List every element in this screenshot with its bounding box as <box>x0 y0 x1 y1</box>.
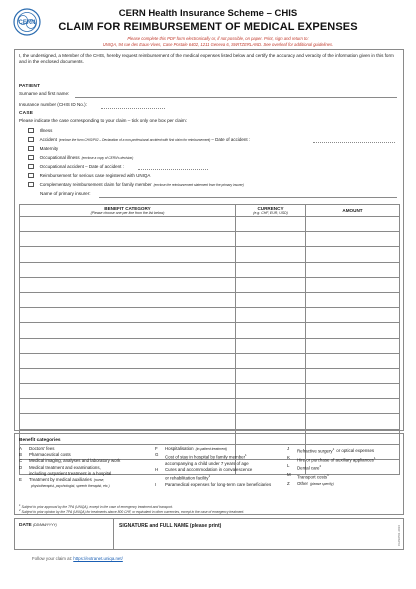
benefit-category-cell[interactable] <box>20 384 236 399</box>
case-option-label: Occupational illness <box>39 155 80 160</box>
table-header-row <box>20 205 400 217</box>
benefit-category-key: I <box>155 481 157 487</box>
benefit-category-cell[interactable] <box>20 323 236 338</box>
benefit-category-label: accompanying a child under 7 years of age <box>165 460 249 466</box>
currency-cell[interactable] <box>236 338 306 353</box>
benefit-category-cell[interactable] <box>20 292 236 307</box>
date-format-hint: (DD/MM/YYYY) <box>33 523 57 527</box>
benefit-category-label: Doctors' fees <box>29 446 55 451</box>
benefit-category-label: or rehabilitation facility <box>165 475 209 481</box>
checkbox-complementary[interactable] <box>28 182 34 188</box>
table-row <box>20 338 400 353</box>
benefit-category-label: Other <box>297 480 308 486</box>
benefit-category-cell[interactable] <box>20 232 236 247</box>
primary-insurer-label: Name of primary insurer: <box>40 191 91 196</box>
amount-cell[interactable] <box>306 338 400 353</box>
amount-cell[interactable] <box>306 277 400 292</box>
benefit-categories-column-3 <box>287 446 403 487</box>
currency-cell[interactable] <box>236 353 306 368</box>
benefit-category-cell[interactable] <box>20 338 236 353</box>
checkbox-serious-case[interactable] <box>28 173 34 179</box>
benefit-category-note: (in-patient treatment) <box>195 447 228 451</box>
benefit-category-item <box>155 473 285 482</box>
benefit-category-key: A <box>19 446 22 451</box>
date-label-text: DATE <box>19 523 32 528</box>
amount-cell[interactable] <box>306 217 400 232</box>
case-instruction: Please indicate the case corresponding to your claim – tick only one box per claim: <box>19 118 188 123</box>
benefit-category-key: E <box>19 477 22 483</box>
benefit-categories-box <box>14 433 404 515</box>
benefit-category-cell[interactable] <box>20 414 236 429</box>
case-option-accident[interactable] <box>28 136 250 143</box>
benefit-category-key: C <box>19 458 23 464</box>
insurance-number-label: Insurance number (CHIS ID No.): <box>19 102 87 107</box>
benefit-category-label: Hire or purchase of auxiliary appliances <box>297 457 374 463</box>
date-label <box>19 523 57 528</box>
currency-cell[interactable] <box>236 247 306 262</box>
benefit-category-title: BENEFIT CATEGORY <box>104 205 151 211</box>
benefit-category-key: B <box>19 452 22 458</box>
case-option-maternity[interactable] <box>28 145 58 152</box>
accident-date-label: – Date of accident : <box>211 137 251 142</box>
case-option-label: Illness <box>39 128 53 133</box>
case-option-label: Reimbursement for serious case registered with UNIQA <box>39 173 151 178</box>
signature-label: SIGNATURE and FULL NAME (please print) <box>119 523 222 529</box>
footnote-1: $^1$ Subject to prior approval by the TPA (UNIQA), except in the case of emergency treatment and transport. <box>19 504 173 510</box>
benefit-category-key <box>155 473 165 482</box>
accident-date-field[interactable] <box>313 142 395 143</box>
benefit-category-label: Treatment by medical auxiliaries <box>29 477 92 483</box>
benefit-category-text <box>29 483 110 489</box>
amount-cell[interactable] <box>306 414 400 429</box>
benefit-category-cell[interactable] <box>20 277 236 292</box>
benefit-category-label: Medical treatment and examinations, <box>29 464 101 470</box>
benefit-category-key <box>19 483 29 489</box>
amount-cell[interactable] <box>306 399 400 414</box>
benefit-category-label: Paramedical expenses for long-term care beneficiaries <box>165 481 272 487</box>
benefit-category-cell[interactable] <box>20 217 236 232</box>
instructions-line-2: UNIQA, 94 rue des Eaux-Vives, Case Postale 6402, 1211 Geneva 6, SWITZERLAND. See overleaf for additional guidelines. <box>102 41 334 47</box>
benefit-category-text <box>297 463 321 472</box>
case-option-note: (enclose a copy of CERN's decision) <box>81 155 134 160</box>
case-option-occupational-illness[interactable] <box>28 154 133 161</box>
amount-cell[interactable] <box>306 262 400 277</box>
declaration-text: I, the undersigned, a Member of the CHIS, hereby request reimbursement of the medical expenses listed below and certify the accuracy and veracity of the information given in this form and in the enclosed documents. <box>19 53 394 65</box>
currency-subtitle: (e.g. CHF, EUR, USD) <box>253 210 288 215</box>
benefit-category-item <box>287 463 403 472</box>
benefit-category-key: Z <box>287 480 290 486</box>
benefit-category-subtitle: (Please choose one per line from the list below) <box>90 210 165 215</box>
benefit-category-key: D <box>19 464 23 470</box>
primary-insurer-field[interactable] <box>99 197 397 198</box>
currency-cell[interactable] <box>236 323 306 338</box>
benefit-category-note: physiotherapist, psychologist, speech therapist, etc.) <box>31 484 110 489</box>
currency-cell[interactable] <box>236 414 306 429</box>
currency-cell[interactable] <box>236 217 306 232</box>
benefit-category-text <box>297 455 376 464</box>
claim-form-main <box>14 49 404 431</box>
case-option-note: (enclose the form CHIS/P02 – Declaration of a non-professional accident with first claim for reimbursement) <box>58 137 211 142</box>
benefit-category-cell[interactable] <box>20 308 236 323</box>
benefit-category-label: Refractive surgery <box>297 448 333 454</box>
benefit-category-text <box>165 452 247 461</box>
benefit-category-cell[interactable] <box>20 247 236 262</box>
table-row <box>20 323 400 338</box>
benefit-category-key: M <box>287 472 291 478</box>
amount-cell[interactable] <box>306 323 400 338</box>
benefit-category-text <box>165 473 210 482</box>
checkbox-maternity[interactable] <box>28 146 34 152</box>
benefit-category-item <box>155 482 285 488</box>
benefit-category-item <box>287 472 403 481</box>
signature-box <box>14 518 404 550</box>
benefit-category-label: Cures and accommodation in convalescence <box>165 467 253 473</box>
benefit-category-key: H <box>155 467 159 473</box>
org-title: CERN Health Insurance Scheme – CHIS <box>118 8 298 19</box>
benefit-categories-heading: Benefit categories <box>19 438 61 443</box>
footnote-2-text: Subject to prior opinion by the TPA (UNIQA) for treatments above 800 CHF, or equivalent in other currencies, except in the case of emergency treatment. <box>21 510 245 515</box>
benefit-category-item <box>155 452 285 461</box>
currency-cell[interactable] <box>236 368 306 383</box>
svg-text:CERN: CERN <box>18 20 36 26</box>
patient-name-field[interactable] <box>75 97 397 98</box>
benefit-category-key: K <box>287 454 290 460</box>
case-option-illness[interactable] <box>28 127 52 134</box>
benefit-category-label: including outpatient treatment in a hospital <box>29 470 112 476</box>
benefit-category-text <box>297 472 329 481</box>
benefit-category-header <box>20 205 236 217</box>
benefit-category-label: Dental care <box>297 465 320 471</box>
currency-cell[interactable] <box>236 384 306 399</box>
table-row <box>20 247 400 262</box>
currency-cell[interactable] <box>236 308 306 323</box>
benefit-categories-column-2 <box>155 446 285 488</box>
benefit-category-item <box>287 455 403 464</box>
checkbox-occupational-illness[interactable] <box>28 155 34 161</box>
benefit-category-label-continued: or optical expenses <box>336 448 375 454</box>
table-row <box>20 292 400 307</box>
benefit-category-label: Pharmaceutical costs <box>29 452 71 458</box>
case-option-label: Accident <box>39 137 57 142</box>
instructions-line-1: Please complete this PDF form electronically or, if not possible, on paper. Print, sign and return to: <box>127 36 309 41</box>
benefit-category-item <box>287 446 403 455</box>
footnote-2: $^2$ Subject to prior opinion by the TPA (UNIQA) for treatments above 800 CHF, or equivalent in other currencies, except in the case of emergency treatment. <box>19 509 245 515</box>
patient-heading: PATIENT <box>19 84 41 89</box>
signature-divider <box>113 519 114 549</box>
currency-cell[interactable] <box>236 232 306 247</box>
case-heading: CASE <box>19 111 34 116</box>
benefit-category-key: J <box>287 446 290 451</box>
benefit-category-key: F <box>155 446 158 451</box>
case-option-label: Complementary reimbursement claim for family member <box>39 182 152 187</box>
form-reference: CHIS/P01 2016 <box>397 525 401 546</box>
form-title: CLAIM FOR REIMBURSEMENT OF MEDICAL EXPENSES <box>58 21 358 33</box>
table-row <box>20 308 400 323</box>
benefit-category-note: (nurse, <box>93 478 105 483</box>
footnote-marker: 2 <box>319 464 322 469</box>
currency-cell[interactable] <box>236 262 306 277</box>
table-row <box>20 217 400 232</box>
benefit-category-cell[interactable] <box>20 353 236 368</box>
currency-header <box>236 205 306 217</box>
amount-cell[interactable] <box>306 308 400 323</box>
currency-cell[interactable] <box>236 399 306 414</box>
follow-claim-link[interactable]: https://extranet.uniqa.net/ <box>73 556 123 561</box>
benefit-category-cell[interactable] <box>20 368 236 383</box>
checkbox-illness[interactable] <box>28 128 34 134</box>
currency-title: CURRENCY <box>257 205 284 211</box>
benefit-category-text <box>297 481 334 487</box>
benefit-category-label: Hospitalisation <box>165 446 194 451</box>
case-option-complementary[interactable] <box>28 181 244 188</box>
footnote-marker: 1 <box>208 474 211 479</box>
follow-claim-text: Follow your claim at: <box>32 556 73 561</box>
table-row <box>20 414 400 429</box>
footnote-marker: 1 <box>327 473 329 478</box>
table-row <box>20 262 400 277</box>
table-row <box>20 277 400 292</box>
patient-name-label: Surname and first name: <box>19 91 70 96</box>
table-row <box>20 368 400 383</box>
amount-cell[interactable] <box>306 247 400 262</box>
benefit-category-item <box>19 483 149 489</box>
amount-cell[interactable] <box>306 232 400 247</box>
benefit-category-note: (please specify) <box>309 481 334 486</box>
case-option-note: (enclose the reimbursement statement from the primary insurer) <box>153 182 244 187</box>
benefit-category-key: L <box>287 463 290 469</box>
case-option-label: Occupational accident – Date of accident : <box>39 164 124 169</box>
insurance-number-field[interactable] <box>101 108 165 109</box>
instructions <box>60 36 376 48</box>
checkbox-accident[interactable] <box>28 137 34 143</box>
amount-cell[interactable] <box>306 384 400 399</box>
footnote-marker: 1 <box>373 455 376 460</box>
benefit-category-cell[interactable] <box>20 399 236 414</box>
amount-cell[interactable] <box>306 292 400 307</box>
case-option-label: Maternity <box>39 146 59 151</box>
benefit-category-text <box>165 482 271 488</box>
amount-cell[interactable] <box>306 353 400 368</box>
amount-header: AMOUNT <box>306 205 400 217</box>
benefit-category-label: Cost of stay in hospital by family member <box>165 454 246 460</box>
benefit-categories-column-1 <box>19 446 149 489</box>
footnote-marker: 1 <box>332 447 335 451</box>
table-row <box>20 353 400 368</box>
table-row <box>20 399 400 414</box>
case-option-serious-case[interactable] <box>28 172 150 179</box>
checkbox-occupational-accident[interactable] <box>28 164 34 170</box>
follow-claim <box>32 556 123 561</box>
benefit-category-item <box>287 481 403 487</box>
benefit-category-label: Medical imaging, analyses and laboratory work <box>29 458 121 464</box>
currency-cell[interactable] <box>236 277 306 292</box>
benefit-category-key: G <box>155 452 159 458</box>
benefit-category-cell[interactable] <box>20 262 236 277</box>
case-option-occupational-accident[interactable] <box>28 163 124 170</box>
table-row <box>20 232 400 247</box>
benefit-category-text <box>297 446 374 455</box>
table-row <box>20 384 400 399</box>
occupational-accident-date-field[interactable] <box>138 169 208 170</box>
amount-cell[interactable] <box>306 368 400 383</box>
benefit-category-label: Transport costs <box>297 474 328 480</box>
footnote-marker: 1 <box>245 453 247 458</box>
currency-cell[interactable] <box>236 292 306 307</box>
footnote-1-text: Subject to prior approval by the TPA (UNIQA), except in the case of emergency treatment and transport. <box>21 505 173 510</box>
